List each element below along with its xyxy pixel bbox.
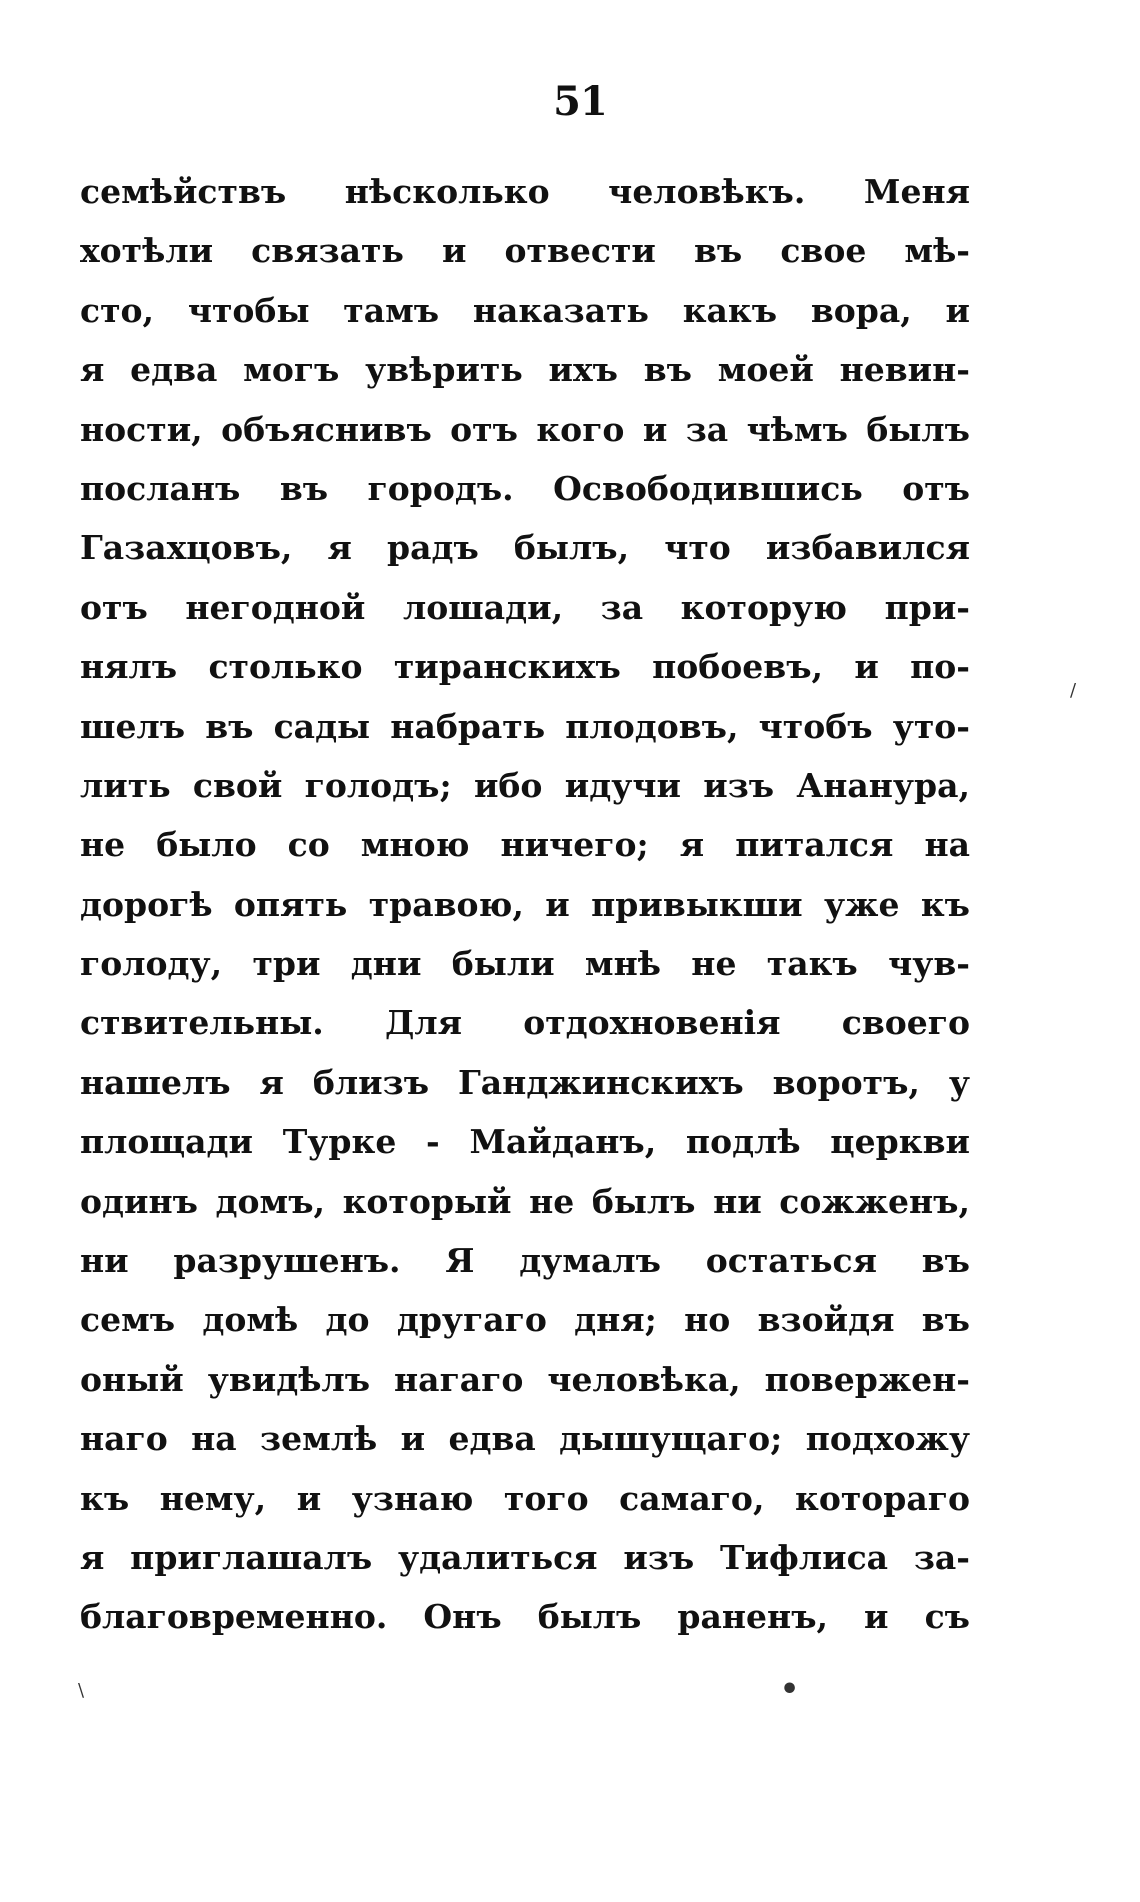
text-line: благовременно. Онъ былъ раненъ, и съ [80, 1597, 970, 1637]
page-number: 51 [553, 78, 607, 125]
text-line: я приглашалъ удалиться изъ Тифлиса за- [80, 1537, 970, 1577]
text-line: оный увидѣлъ нагаго человѣка, повержен- [80, 1359, 970, 1399]
stray-mark: / [1070, 680, 1077, 701]
text-line: семъ домѣ до другаго дня; но взойдя въ [80, 1300, 970, 1340]
text-line: площади Турке - Майданъ, подлѣ церкви [80, 1122, 970, 1162]
text-line: посланъ въ городъ. Освободившись отъ [80, 468, 970, 508]
text-line: одинъ домъ, который не былъ ни сожженъ, [80, 1181, 970, 1221]
text-line: я едва могъ увѣрить ихъ въ моей невин- [80, 350, 970, 390]
text-line: наго на землѣ и едва дышущаго; подхожу [80, 1419, 970, 1459]
text-line: ствительны. Для отдохновенія своего [80, 1003, 970, 1043]
text-line: сто, чтобы тамъ наказать какъ вора, и [80, 290, 970, 330]
text-line: Газахцовъ, я радъ былъ, что избавился [80, 528, 970, 568]
text-line: хотѣли связать и отвести въ свое мѣ- [80, 231, 970, 271]
ink-spot-mark: • [780, 1672, 800, 1707]
text-line: къ нему, и узнаю того самаго, котораго [80, 1478, 970, 1518]
text-line: не было со мною ничего; я питался на [80, 825, 970, 865]
text-line: семѣйствъ нѣсколько человѣкъ. Меня [80, 172, 970, 211]
text-line: ности, объяснивъ отъ кого и за чѣмъ былъ [80, 409, 970, 449]
text-line: ни разрушенъ. Я думалъ остаться въ [80, 1241, 970, 1281]
text-line: нашелъ я близъ Ганджинскихъ воротъ, у [80, 1062, 970, 1102]
text-line: нялъ столько тиранскихъ побоевъ, и по- [80, 647, 970, 687]
text-line: дорогѣ опять травою, и привыкши уже къ [80, 884, 970, 924]
text-line: шелъ въ сады набрать плодовъ, чтобъ уто- [80, 706, 970, 746]
text-line: отъ негодной лошади, за которую при- [80, 587, 970, 627]
body-text [80, 162, 970, 1647]
text-line: голоду, три дни были мнѣ не такъ чув- [80, 944, 970, 984]
text-line: лить свой голодъ; ибо идучи изъ Ананура, [80, 765, 970, 805]
stray-mark: \ [78, 1680, 85, 1701]
